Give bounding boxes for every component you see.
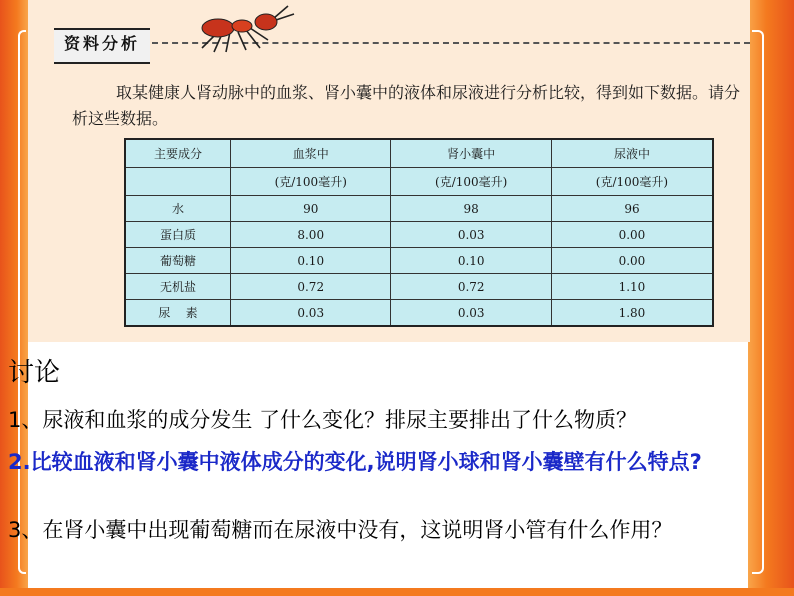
table-cell: 90	[231, 196, 391, 222]
intro-text: 取某健康人肾动脉中的血浆、肾小囊中的液体和尿液进行分析比较，得到如下数据。请分析这些数据。	[72, 83, 741, 128]
table-cell: 无机盐	[125, 274, 231, 300]
question-3: 3、在肾小囊中出现葡萄糖而在尿液中没有，这说明肾小管有什么作用？	[8, 518, 673, 542]
table-cell: 0.03	[391, 222, 551, 248]
table-header-cell	[125, 168, 231, 196]
table-header-cell: 尿液中	[551, 139, 713, 168]
table-cell: 8.00	[231, 222, 391, 248]
frame-bottom-decoration	[0, 588, 794, 596]
table-cell: 0.72	[391, 274, 551, 300]
table-header-cell: 血浆中	[231, 139, 391, 168]
table-cell: 水	[125, 196, 231, 222]
table-unit-cell: (克/100毫升)	[231, 168, 391, 196]
table-cell: 1.80	[551, 300, 713, 327]
table-unit-row	[125, 168, 713, 196]
table-cell: 蛋白质	[125, 222, 231, 248]
table-cell: 0.10	[391, 248, 551, 274]
table-unit-cell: (克/100毫升)	[551, 168, 713, 196]
data-table	[124, 138, 714, 327]
question-1: 1、尿液和血浆的成分发生 了什么变化？排尿主要排出了什么物质？	[8, 408, 638, 432]
table-cell: 0.10	[231, 248, 391, 274]
table-cell: 98	[391, 196, 551, 222]
data-analysis-panel	[28, 0, 750, 342]
section-header	[54, 28, 750, 60]
frame-right-decoration	[748, 0, 794, 596]
table-cell: 96	[551, 196, 713, 222]
ant-icon	[196, 4, 296, 54]
table-row	[125, 196, 713, 222]
table-cell: 0.03	[391, 300, 551, 327]
discussion-title: 讨论	[8, 358, 61, 388]
table-row	[125, 274, 713, 300]
table-row	[125, 222, 713, 248]
table-cell: 0.00	[551, 248, 713, 274]
table-cell: 0.00	[551, 222, 713, 248]
question-2: 2.比较血液和肾小囊中液体成分的变化,说明肾小球和肾小囊壁有什么特点?	[8, 450, 702, 474]
table-cell: 尿 素	[125, 300, 231, 327]
table-row	[125, 248, 713, 274]
section-title: 资料分析	[54, 28, 150, 64]
table-header-cell: 肾小囊中	[391, 139, 551, 168]
table-header-cell: 主要成分	[125, 139, 231, 168]
table-unit-cell: (克/100毫升)	[391, 168, 551, 196]
frame-left-decoration	[0, 0, 28, 596]
table-cell: 0.03	[231, 300, 391, 327]
table-header-row	[125, 139, 713, 168]
table-cell: 葡萄糖	[125, 248, 231, 274]
table-cell: 0.72	[231, 274, 391, 300]
table-row	[125, 300, 713, 327]
table-cell: 1.10	[551, 274, 713, 300]
